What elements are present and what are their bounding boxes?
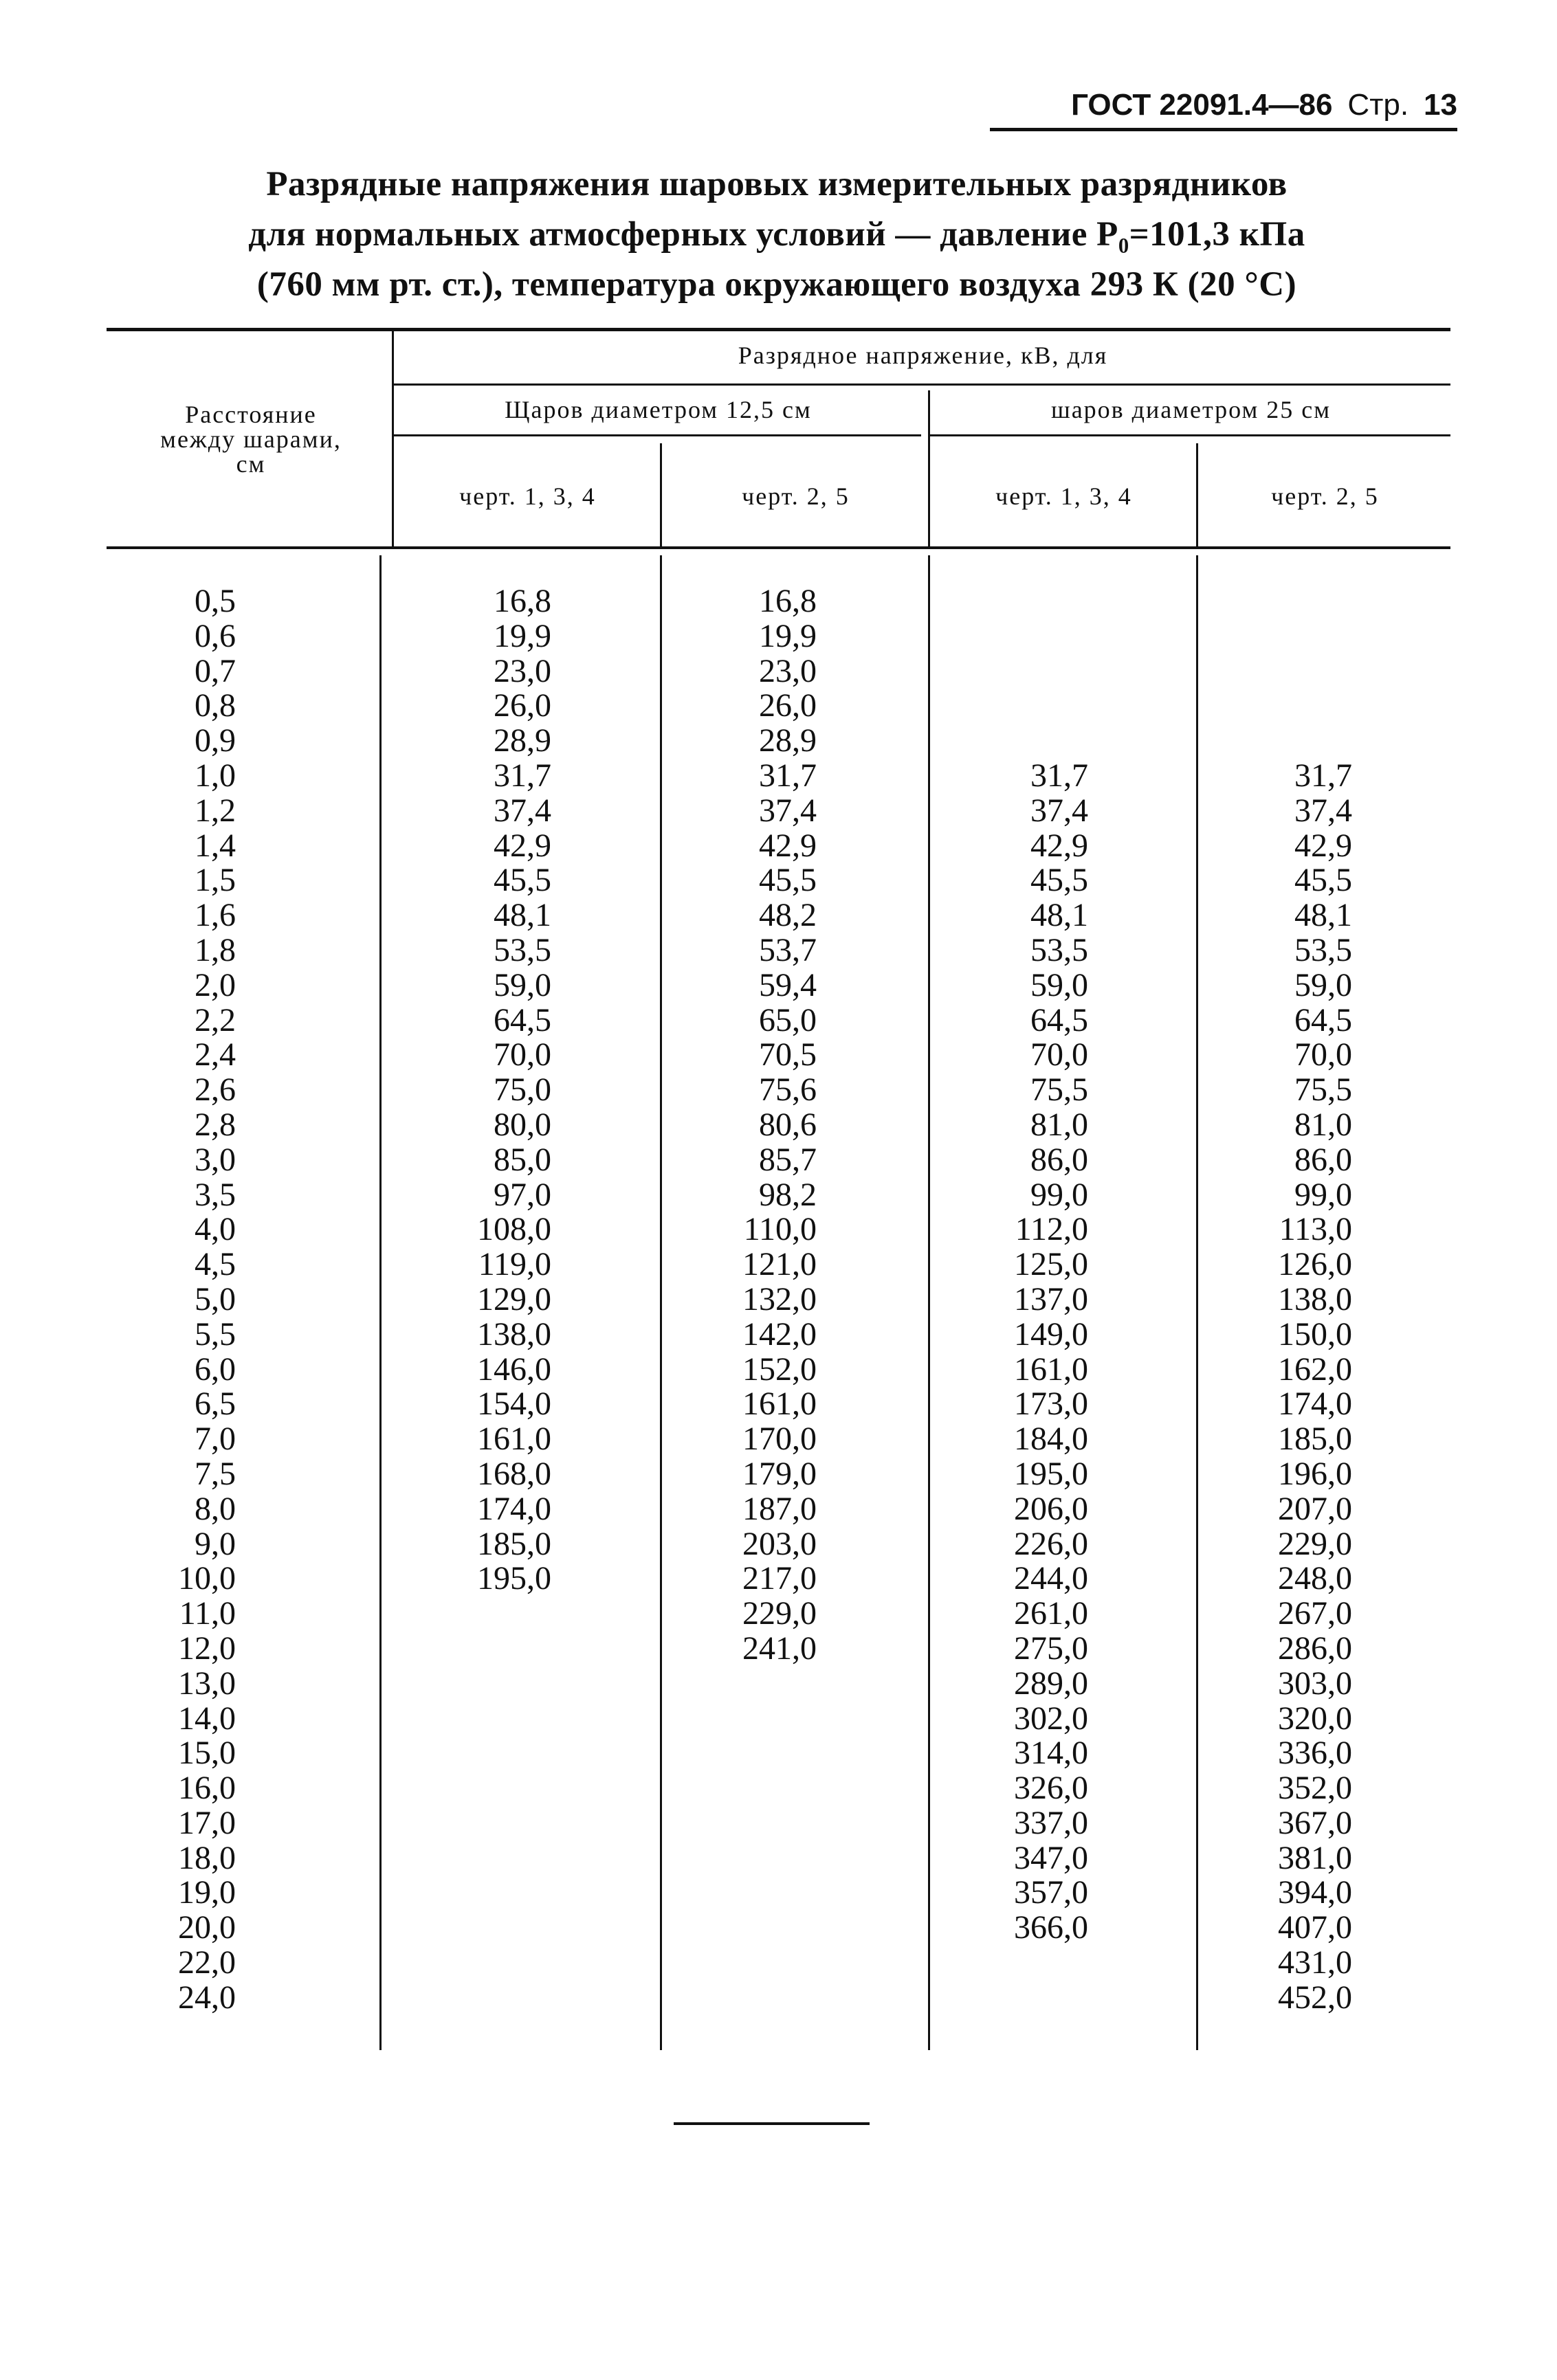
page-number: 13 bbox=[1424, 88, 1457, 122]
table-cell: 31,7 bbox=[759, 757, 817, 794]
table-top-rule bbox=[107, 328, 1450, 331]
table-cell: 0,5 bbox=[195, 583, 236, 619]
table-cell: 37,4 bbox=[1030, 792, 1088, 829]
table-cell: 23,0 bbox=[494, 652, 551, 689]
table-cell: 86,0 bbox=[1030, 1141, 1088, 1178]
table-cell: 53,5 bbox=[1294, 931, 1352, 968]
table-cell: 431,0 bbox=[1278, 1944, 1352, 1981]
table-cell: 203,0 bbox=[742, 1525, 817, 1562]
table-cell: 1,4 bbox=[195, 827, 236, 864]
table-cell: 22,0 bbox=[178, 1944, 236, 1981]
header-25-fig-2-5: черт. 2, 5 bbox=[1271, 482, 1379, 510]
diameter-header-rule-right bbox=[929, 434, 1450, 436]
table-cell: 98,2 bbox=[759, 1176, 817, 1213]
table-cell: 70,0 bbox=[494, 1036, 551, 1074]
table-cell: 170,0 bbox=[742, 1421, 817, 1458]
table-cell: 19,0 bbox=[178, 1874, 236, 1911]
header-vline-2 bbox=[928, 390, 930, 546]
table-cell: 59,0 bbox=[494, 966, 551, 1003]
table-cell: 16,8 bbox=[494, 583, 551, 619]
table-cell: 9,0 bbox=[195, 1525, 236, 1562]
table-cell: 207,0 bbox=[1278, 1490, 1352, 1527]
empty-cell bbox=[1244, 689, 1352, 724]
table-cell: 2,4 bbox=[195, 1036, 236, 1074]
table-cell: 154,0 bbox=[477, 1386, 551, 1423]
table-cell: 149,0 bbox=[1014, 1315, 1088, 1353]
table-cell: 174,0 bbox=[1278, 1386, 1352, 1423]
footer-rule bbox=[674, 2122, 870, 2125]
table-cell: 12,0 bbox=[178, 1630, 236, 1667]
table-cell: 125,0 bbox=[1014, 1246, 1088, 1283]
empty-cell bbox=[1244, 724, 1352, 759]
table-cell: 352,0 bbox=[1278, 1770, 1352, 1807]
table-cell: 195,0 bbox=[1014, 1455, 1088, 1492]
table-cell: 152,0 bbox=[742, 1350, 817, 1388]
table-cell: 2,8 bbox=[195, 1106, 236, 1143]
table-cell: 80,6 bbox=[759, 1106, 817, 1143]
table-cell: 45,5 bbox=[1294, 862, 1352, 899]
table-cell: 119,0 bbox=[478, 1246, 551, 1283]
table-cell: 17,0 bbox=[178, 1804, 236, 1841]
table-cell: 37,4 bbox=[1294, 792, 1352, 829]
table-cell: 42,9 bbox=[1294, 827, 1352, 864]
header-voltage: Разрядное напряжение, кВ, для bbox=[738, 342, 1108, 369]
table-cell: 337,0 bbox=[1014, 1804, 1088, 1841]
d12-5-fig-1-3-4-column bbox=[440, 584, 551, 1597]
table-cell: 129,0 bbox=[477, 1280, 551, 1317]
table-cell: 110,0 bbox=[743, 1211, 817, 1248]
table-cell: 48,1 bbox=[1294, 897, 1352, 934]
table-cell: 75,6 bbox=[759, 1071, 817, 1109]
d25-fig-2-5-column bbox=[1244, 584, 1352, 2016]
table-cell: 81,0 bbox=[1030, 1106, 1088, 1143]
table-cell: 121,0 bbox=[742, 1246, 817, 1283]
table-cell: 394,0 bbox=[1278, 1874, 1352, 1911]
table-cell: 42,9 bbox=[494, 827, 551, 864]
table-cell: 26,0 bbox=[759, 687, 817, 724]
table-cell: 275,0 bbox=[1014, 1630, 1088, 1667]
table-cell: 187,0 bbox=[742, 1490, 817, 1527]
table-cell: 80,0 bbox=[494, 1106, 551, 1143]
table-cell: 161,0 bbox=[477, 1421, 551, 1458]
header-distance-line-1: Расстояние bbox=[185, 401, 317, 428]
table-cell: 10,0 bbox=[178, 1560, 236, 1597]
table-cell: 6,5 bbox=[195, 1386, 236, 1423]
table-cell: 20,0 bbox=[178, 1909, 236, 1946]
table-cell: 7,0 bbox=[195, 1421, 236, 1458]
table-cell: 1,5 bbox=[195, 862, 236, 899]
distance-column bbox=[137, 584, 236, 2016]
table-cell: 42,9 bbox=[1030, 827, 1088, 864]
table-cell: 162,0 bbox=[1278, 1350, 1352, 1388]
empty-cell bbox=[1244, 584, 1352, 619]
table-cell: 48,1 bbox=[494, 897, 551, 934]
table-cell: 185,0 bbox=[1278, 1421, 1352, 1458]
empty-cell bbox=[976, 724, 1088, 759]
table-cell: 14,0 bbox=[178, 1700, 236, 1737]
table-cell: 48,1 bbox=[1030, 897, 1088, 934]
table-cell: 0,6 bbox=[195, 617, 236, 654]
table-cell: 1,6 bbox=[195, 897, 236, 934]
voltage-header-rule bbox=[393, 383, 1450, 386]
empty-cell bbox=[976, 654, 1088, 689]
table-cell: 1,2 bbox=[195, 792, 236, 829]
table-cell: 2,6 bbox=[195, 1071, 236, 1109]
table-cell: 108,0 bbox=[477, 1211, 551, 1248]
table-cell: 132,0 bbox=[742, 1280, 817, 1317]
table-cell: 4,5 bbox=[195, 1246, 236, 1283]
header-distance-line-3: см bbox=[236, 450, 266, 478]
table-cell: 48,2 bbox=[759, 897, 817, 934]
caption-line-2: для нормальных атмосферных условий — давление P₀=101,3 кПа bbox=[248, 215, 1305, 254]
table-cell: 2,0 bbox=[195, 966, 236, 1003]
table-cell: 452,0 bbox=[1278, 1979, 1352, 2016]
table-cell: 241,0 bbox=[742, 1630, 817, 1667]
table-cell: 53,5 bbox=[1030, 931, 1088, 968]
table-cell: 248,0 bbox=[1278, 1560, 1352, 1597]
table-cell: 113,0 bbox=[1279, 1211, 1352, 1248]
table-cell: 64,5 bbox=[1294, 1001, 1352, 1038]
table-cell: 168,0 bbox=[477, 1455, 551, 1492]
table-cell: 138,0 bbox=[477, 1315, 551, 1353]
table-cell: 86,0 bbox=[1294, 1141, 1352, 1178]
table-cell: 18,0 bbox=[178, 1839, 236, 1876]
header-25-fig-1-3-4: черт. 1, 3, 4 bbox=[995, 482, 1132, 510]
table-cell: 185,0 bbox=[477, 1525, 551, 1562]
header-12-5-fig-2-5: черт. 2, 5 bbox=[742, 482, 850, 510]
table-cell: 1,8 bbox=[195, 931, 236, 968]
table-cell: 137,0 bbox=[1014, 1280, 1088, 1317]
table-cell: 226,0 bbox=[1014, 1525, 1088, 1562]
empty-cell bbox=[1244, 654, 1352, 689]
table-cell: 347,0 bbox=[1014, 1839, 1088, 1876]
table-cell: 161,0 bbox=[1014, 1350, 1088, 1388]
table-cell: 367,0 bbox=[1278, 1804, 1352, 1841]
table-cell: 7,5 bbox=[195, 1455, 236, 1492]
table-cell: 81,0 bbox=[1294, 1106, 1352, 1143]
header-distance bbox=[117, 402, 385, 476]
table-cell: 366,0 bbox=[1014, 1909, 1088, 1946]
table-cell: 303,0 bbox=[1278, 1665, 1352, 1702]
table-cell: 138,0 bbox=[1278, 1280, 1352, 1317]
header-12-5-fig-1-3-4: черт. 1, 3, 4 bbox=[459, 482, 596, 510]
table-cell: 8,0 bbox=[195, 1490, 236, 1527]
table-cell: 0,7 bbox=[195, 652, 236, 689]
table-cell: 59,0 bbox=[1030, 966, 1088, 1003]
table-cell: 24,0 bbox=[178, 1979, 236, 2016]
table-cell: 261,0 bbox=[1014, 1595, 1088, 1632]
table-cell: 1,0 bbox=[195, 757, 236, 794]
table-cell: 407,0 bbox=[1278, 1909, 1352, 1946]
table-cell: 3,5 bbox=[195, 1176, 236, 1213]
table-cell: 85,0 bbox=[494, 1141, 551, 1178]
table-cell: 229,0 bbox=[1278, 1525, 1352, 1562]
body-vline-3 bbox=[928, 555, 930, 2050]
table-cell: 42,9 bbox=[759, 827, 817, 864]
table-cell: 53,7 bbox=[759, 931, 817, 968]
table-cell: 23,0 bbox=[759, 652, 817, 689]
header-bottom-rule bbox=[107, 546, 1450, 549]
table-cell: 64,5 bbox=[1030, 1001, 1088, 1038]
table-cell: 26,0 bbox=[494, 687, 551, 724]
table-cell: 16,8 bbox=[759, 583, 817, 619]
table-cell: 4,0 bbox=[195, 1211, 236, 1248]
table-cell: 142,0 bbox=[742, 1315, 817, 1353]
table-cell: 75,5 bbox=[1294, 1071, 1352, 1109]
table-cell: 37,4 bbox=[494, 792, 551, 829]
table-cell: 37,4 bbox=[759, 792, 817, 829]
table-cell: 357,0 bbox=[1014, 1874, 1088, 1911]
page-label: Стр. bbox=[1347, 88, 1409, 122]
table-cell: 184,0 bbox=[1014, 1421, 1088, 1458]
table-cell: 75,5 bbox=[1030, 1071, 1088, 1109]
table-cell: 28,9 bbox=[494, 722, 551, 759]
table-cell: 146,0 bbox=[477, 1350, 551, 1388]
table-cell: 326,0 bbox=[1014, 1770, 1088, 1807]
table-cell: 112,0 bbox=[1015, 1211, 1088, 1248]
table-cell: 70,0 bbox=[1294, 1036, 1352, 1074]
table-cell: 99,0 bbox=[1294, 1176, 1352, 1213]
table-cell: 314,0 bbox=[1014, 1735, 1088, 1772]
table-cell: 70,0 bbox=[1030, 1036, 1088, 1074]
table-cell: 70,5 bbox=[759, 1036, 817, 1074]
table-cell: 11,0 bbox=[179, 1595, 236, 1632]
table-cell: 5,0 bbox=[195, 1280, 236, 1317]
table-cell: 5,5 bbox=[195, 1315, 236, 1353]
table-cell: 173,0 bbox=[1014, 1386, 1088, 1423]
table-cell: 53,5 bbox=[494, 931, 551, 968]
caption-line-1: Разрядные напряжения шаровых измерительных разрядников bbox=[266, 165, 1288, 203]
table-cell: 229,0 bbox=[742, 1595, 817, 1632]
table-cell: 16,0 bbox=[178, 1770, 236, 1807]
table-cell: 217,0 bbox=[742, 1560, 817, 1597]
table-cell: 64,5 bbox=[494, 1001, 551, 1038]
table-cell: 31,7 bbox=[1030, 757, 1088, 794]
body-vline-2 bbox=[660, 555, 662, 2050]
body-vline-1 bbox=[379, 555, 382, 2050]
table-cell: 65,0 bbox=[759, 1001, 817, 1038]
table-cell: 0,8 bbox=[195, 687, 236, 724]
table-cell: 196,0 bbox=[1278, 1455, 1352, 1492]
standard-number: ГОСТ 22091.4—86 bbox=[1071, 88, 1333, 122]
table-cell: 289,0 bbox=[1014, 1665, 1088, 1702]
table-cell: 19,9 bbox=[494, 617, 551, 654]
table-cell: 150,0 bbox=[1278, 1315, 1352, 1353]
header-diameter-25: шаров диаметром 25 см bbox=[1050, 396, 1332, 423]
table-cell: 161,0 bbox=[742, 1386, 817, 1423]
table-cell: 6,0 bbox=[195, 1350, 236, 1388]
table-cell: 302,0 bbox=[1014, 1700, 1088, 1737]
caption-line-3: (760 мм рт. ст.), температура окружающего воздуха 293 К (20 °С) bbox=[256, 265, 1297, 304]
diameter-header-rule-left bbox=[393, 434, 921, 436]
empty-cell bbox=[976, 584, 1088, 619]
body-vline-4 bbox=[1196, 555, 1198, 2050]
table-cell: 45,5 bbox=[759, 862, 817, 899]
table-cell: 206,0 bbox=[1014, 1490, 1088, 1527]
header-distance-line-2: между шарами, bbox=[160, 425, 342, 453]
empty-cell bbox=[976, 689, 1088, 724]
table-cell: 267,0 bbox=[1278, 1595, 1352, 1632]
table-cell: 381,0 bbox=[1278, 1839, 1352, 1876]
d25-fig-1-3-4-column bbox=[976, 584, 1088, 1946]
table-cell: 195,0 bbox=[477, 1560, 551, 1597]
table-cell: 75,0 bbox=[494, 1071, 551, 1109]
table-cell: 59,4 bbox=[759, 966, 817, 1003]
table-cell: 336,0 bbox=[1278, 1735, 1352, 1772]
table-cell: 59,0 bbox=[1294, 966, 1352, 1003]
table-cell: 179,0 bbox=[742, 1455, 817, 1492]
header-vline-1 bbox=[392, 331, 394, 546]
table-cell: 31,7 bbox=[1294, 757, 1352, 794]
table-cell: 2,2 bbox=[195, 1001, 236, 1038]
d12-5-fig-2-5-column bbox=[708, 584, 817, 1667]
table-cell: 85,7 bbox=[759, 1141, 817, 1178]
table-cell: 126,0 bbox=[1278, 1246, 1352, 1283]
table-cell: 320,0 bbox=[1278, 1700, 1352, 1737]
empty-cell bbox=[1244, 619, 1352, 654]
table-cell: 99,0 bbox=[1030, 1176, 1088, 1213]
table-cell: 28,9 bbox=[759, 722, 817, 759]
table-cell: 31,7 bbox=[494, 757, 551, 794]
table-cell: 0,9 bbox=[195, 722, 236, 759]
table-cell: 19,9 bbox=[759, 617, 817, 654]
table-cell: 3,0 bbox=[195, 1141, 236, 1178]
table-cell: 286,0 bbox=[1278, 1630, 1352, 1667]
header-vline-3 bbox=[660, 443, 662, 546]
table-cell: 45,5 bbox=[1030, 862, 1088, 899]
table-cell: 15,0 bbox=[178, 1735, 236, 1772]
table-cell: 45,5 bbox=[494, 862, 551, 899]
empty-cell bbox=[976, 619, 1088, 654]
header-vline-4 bbox=[1196, 443, 1198, 546]
table-cell: 244,0 bbox=[1014, 1560, 1088, 1597]
table-cell: 97,0 bbox=[494, 1176, 551, 1213]
table-cell: 174,0 bbox=[477, 1490, 551, 1527]
header-diameter-12-5: Щаров диаметром 12,5 см bbox=[505, 396, 812, 423]
table-cell: 13,0 bbox=[178, 1665, 236, 1702]
